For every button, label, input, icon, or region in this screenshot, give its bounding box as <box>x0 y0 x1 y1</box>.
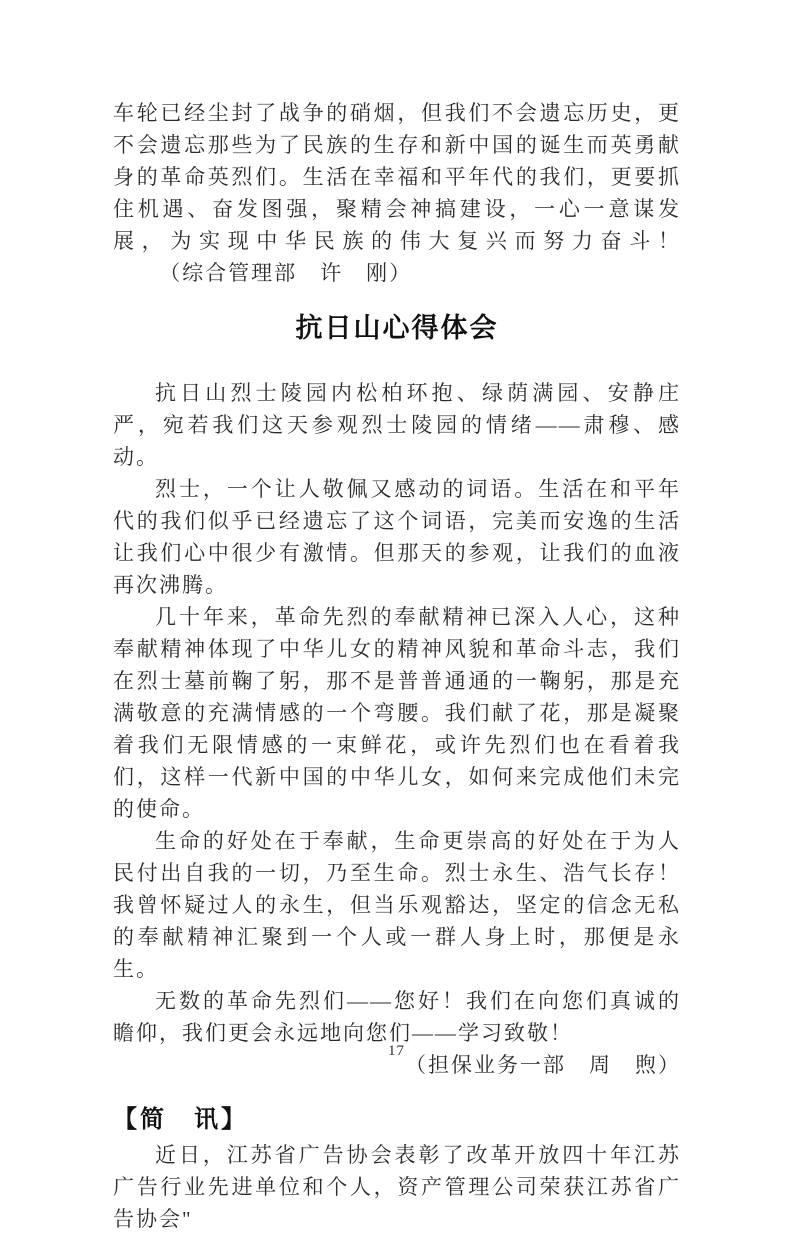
article-paragraph: 生命的好处在于奉献，生命更崇高的好处在于为人民付出自我的一切，乃至生命。烈士永生、浩气长存！我曾怀疑过人的永生，但当乐观豁达，坚定的信念无私的奉献精神汇聚到一个人或一群人身上时，那便是永生。 <box>113 829 681 981</box>
brief-paragraph: 近日，江苏省广告协会表彰了改革开放四十年江苏广告行业先进单位和个人，资产管理公司荣获江苏省广告协会" <box>113 1143 681 1231</box>
article-paragraph: 烈士，一个让人敬佩又感动的词语。生活在和平年代的我们似乎已经遗忘了这个词语，完美而安逸的生活让我们心中很少有激情。但那天的参观，让我们的血液再次沸腾。 <box>113 477 681 597</box>
article-title: 抗日山心得体会 <box>295 313 499 343</box>
article-attribution: （担保业务一部 周 煦） <box>405 1053 681 1077</box>
article-paragraph: 几十年来，革命先烈的奉献精神已深入人心，这种奉献精神体现了中华儿女的精神风貌和革命斗志，我们在烈士墓前鞠了躬，那不是普普通通的一鞠躬，那是充满敬意的充满情感的一个弯腰。我们献了花，那是凝聚着我们无限情感的一束鲜花，或许先烈们也在看着我们，这样一代新中国的中华儿女，如何来完成他们未完的使命。 <box>113 605 681 821</box>
continuation-text: 车轮已经尘封了战争的硝烟，但我们不会遗忘历史，更不会遗忘那些为了民族的生存和新中国的诞生而英勇献身的革命英烈们。生活在幸福和平年代的我们，更要抓住机遇、奋发图强，聚精会神搞建设，一心一意谋发展，为实现中华民族的伟大复兴而努力奋斗！ <box>113 101 681 253</box>
continuation-attribution: （综合管理部 许 刚） <box>159 261 413 285</box>
brief-section-header: 【简 讯】 <box>113 1106 248 1133</box>
article-paragraph: 抗日山烈士陵园内松柏环抱、绿荫满园、安静庄严，宛若我们这天参观烈士陵园的情绪——肃穆、感动。 <box>113 381 681 469</box>
article-paragraph: 无数的革命先烈们——您好！我们在向您们真诚的瞻仰，我们更会永远地向您们——学习致敬！ <box>113 989 681 1045</box>
continuation-paragraph <box>113 97 681 289</box>
page-number: 17 <box>388 1043 405 1059</box>
article-body <box>113 377 681 1049</box>
